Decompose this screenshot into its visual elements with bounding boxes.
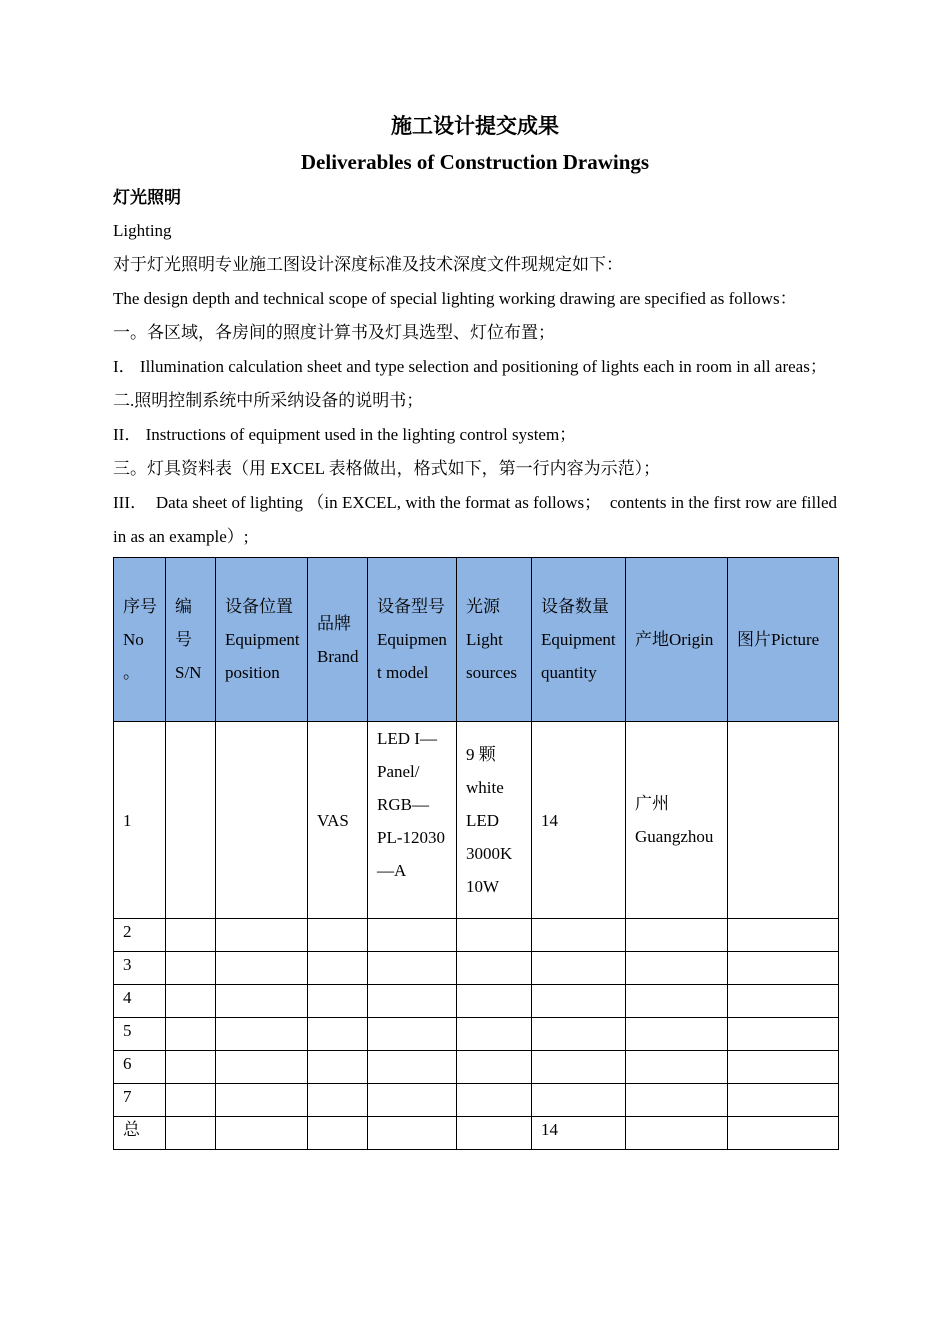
document-title-en: Deliverables of Construction Drawings [300,150,650,174]
document-page [113,108,842,1150]
header-quantity: 设备数量Equipment quantity [532,558,626,722]
item-2-en: II． Instructions of equipment used in the lighting control system； [113,425,577,444]
table-row [114,985,839,1018]
total-quantity: 14 [532,1117,626,1150]
cell-no: 5 [114,1018,166,1051]
header-light-source: 光源Light sources [457,558,532,722]
cell-no: 1 [114,722,166,919]
section-heading-cn: 灯光照明 [113,188,181,207]
table-row [114,919,839,952]
cell-no: 6 [114,1051,166,1084]
cell-no: 7 [114,1084,166,1117]
cell-brand: VAS [308,722,368,919]
header-sn: 编号S/N [166,558,216,722]
cell-model: LED I—Panel/ RGB—PL-12030—A [368,722,457,919]
header-brand: 品牌Brand [308,558,368,722]
cell-picture [728,722,839,919]
item-1-cn: 一。各区域，各房间的照度计算书及灯具选型、灯位布置； [113,323,555,342]
table-row [114,1018,839,1051]
table-total-row [114,1117,839,1150]
cell-no: 3 [114,952,166,985]
document-title-cn: 施工设计提交成果 [391,114,559,138]
table-header-row [114,558,839,722]
header-origin: 产地Origin [626,558,728,722]
section-heading-en: Lighting [113,221,172,240]
cell-no: 2 [114,919,166,952]
total-label: 总 [114,1117,166,1150]
cell-quantity: 14 [532,722,626,919]
item-2-cn: 二.照明控制系统中所采纳设备的说明书； [113,391,424,410]
item-1-en: I． Illumination calculation sheet and type selection and positioning of lights each in room in all areas； [113,357,827,376]
item-3-cn: 三。灯具资料表（用 EXCEL 表格做出，格式如下，第一行内容为示范）； [113,459,661,478]
header-no: 序号No。 [114,558,166,722]
header-picture: 图片Picture [728,558,839,722]
table-row [114,722,839,919]
table-row [114,1051,839,1084]
table-row [114,1084,839,1117]
cell-light-source: 9 颗 white LED 3000K 10W [457,722,532,919]
cell-position [216,722,308,919]
cell-no: 4 [114,985,166,1018]
header-model: 设备型号Equipment model [368,558,457,722]
cell-sn [166,722,216,919]
cell-origin: 广州 Guangzhou [626,722,728,919]
intro-cn: 对于灯光照明专业施工图设计深度标准及技术深度文件现规定如下： [113,255,623,274]
header-position: 设备位置Equipment position [216,558,308,722]
lighting-data-table [113,557,839,1150]
intro-en: The design depth and technical scope of special lighting working drawing are specified as follows： [113,289,797,308]
table-row [114,952,839,985]
item-3-en: III． Data sheet of lighting （in EXCEL, with the format as follows； contents in the first row are filled in as an example）; [113,493,842,546]
